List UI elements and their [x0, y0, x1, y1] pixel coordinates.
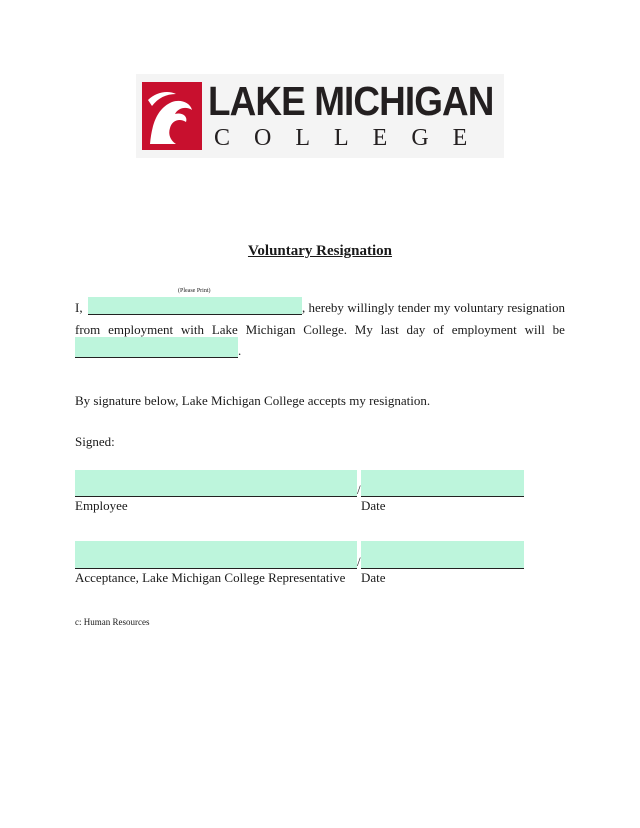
para-word: resignation — [507, 300, 565, 315]
acceptance-statement: By signature below, Lake Michigan College accepts my resignation. — [75, 393, 431, 408]
para-word: My — [354, 322, 373, 337]
para-word: last — [380, 322, 399, 337]
para-word: of — [433, 322, 444, 337]
para-word: tender — [397, 300, 431, 315]
para-line-1-start: I, — [75, 300, 83, 315]
employee-date-label: Date — [361, 498, 386, 513]
para-word: willingly — [347, 300, 395, 315]
para-word: Michigan — [245, 322, 296, 337]
para-word: will — [524, 322, 545, 337]
para-word: employment — [451, 322, 517, 337]
para-line-1 — [302, 300, 565, 316]
employee-signature-field[interactable] — [75, 470, 357, 497]
signed-label: Signed: — [75, 434, 115, 449]
employee-label: Employee — [75, 498, 128, 513]
representative-signature-field[interactable] — [75, 541, 357, 569]
employee-name-field[interactable] — [88, 297, 302, 315]
wave-logo-icon — [142, 82, 202, 150]
para-word: employment — [108, 322, 174, 337]
para-word: from — [75, 322, 101, 337]
para-word: voluntary — [453, 300, 504, 315]
para-word: Lake — [211, 322, 238, 337]
para-word: my — [433, 300, 451, 315]
representative-label: Acceptance, Lake Michigan College Representative — [75, 570, 346, 585]
para-line-3-end: . — [238, 343, 242, 358]
para-word: with — [180, 322, 205, 337]
separator: / — [357, 554, 361, 569]
employee-date-field[interactable] — [361, 470, 524, 497]
para-word: , hereby — [302, 300, 344, 315]
logo-college-name: LAKE MICHIGAN — [208, 78, 494, 124]
page-title: Voluntary Resignation — [247, 243, 393, 259]
logo-college-word: COLLEGE — [214, 125, 492, 151]
last-day-field[interactable] — [75, 337, 238, 358]
representative-date-label: Date — [361, 570, 386, 585]
para-line-2 — [75, 322, 565, 338]
college-logo — [136, 74, 504, 158]
cc-note: c: Human Resources — [75, 617, 150, 627]
separator: / — [357, 482, 361, 497]
please-print-note: (Please Print) — [178, 288, 211, 294]
para-word: day — [406, 322, 426, 337]
representative-date-field[interactable] — [361, 541, 524, 569]
para-word: be — [552, 322, 565, 337]
para-word: College. — [303, 322, 347, 337]
